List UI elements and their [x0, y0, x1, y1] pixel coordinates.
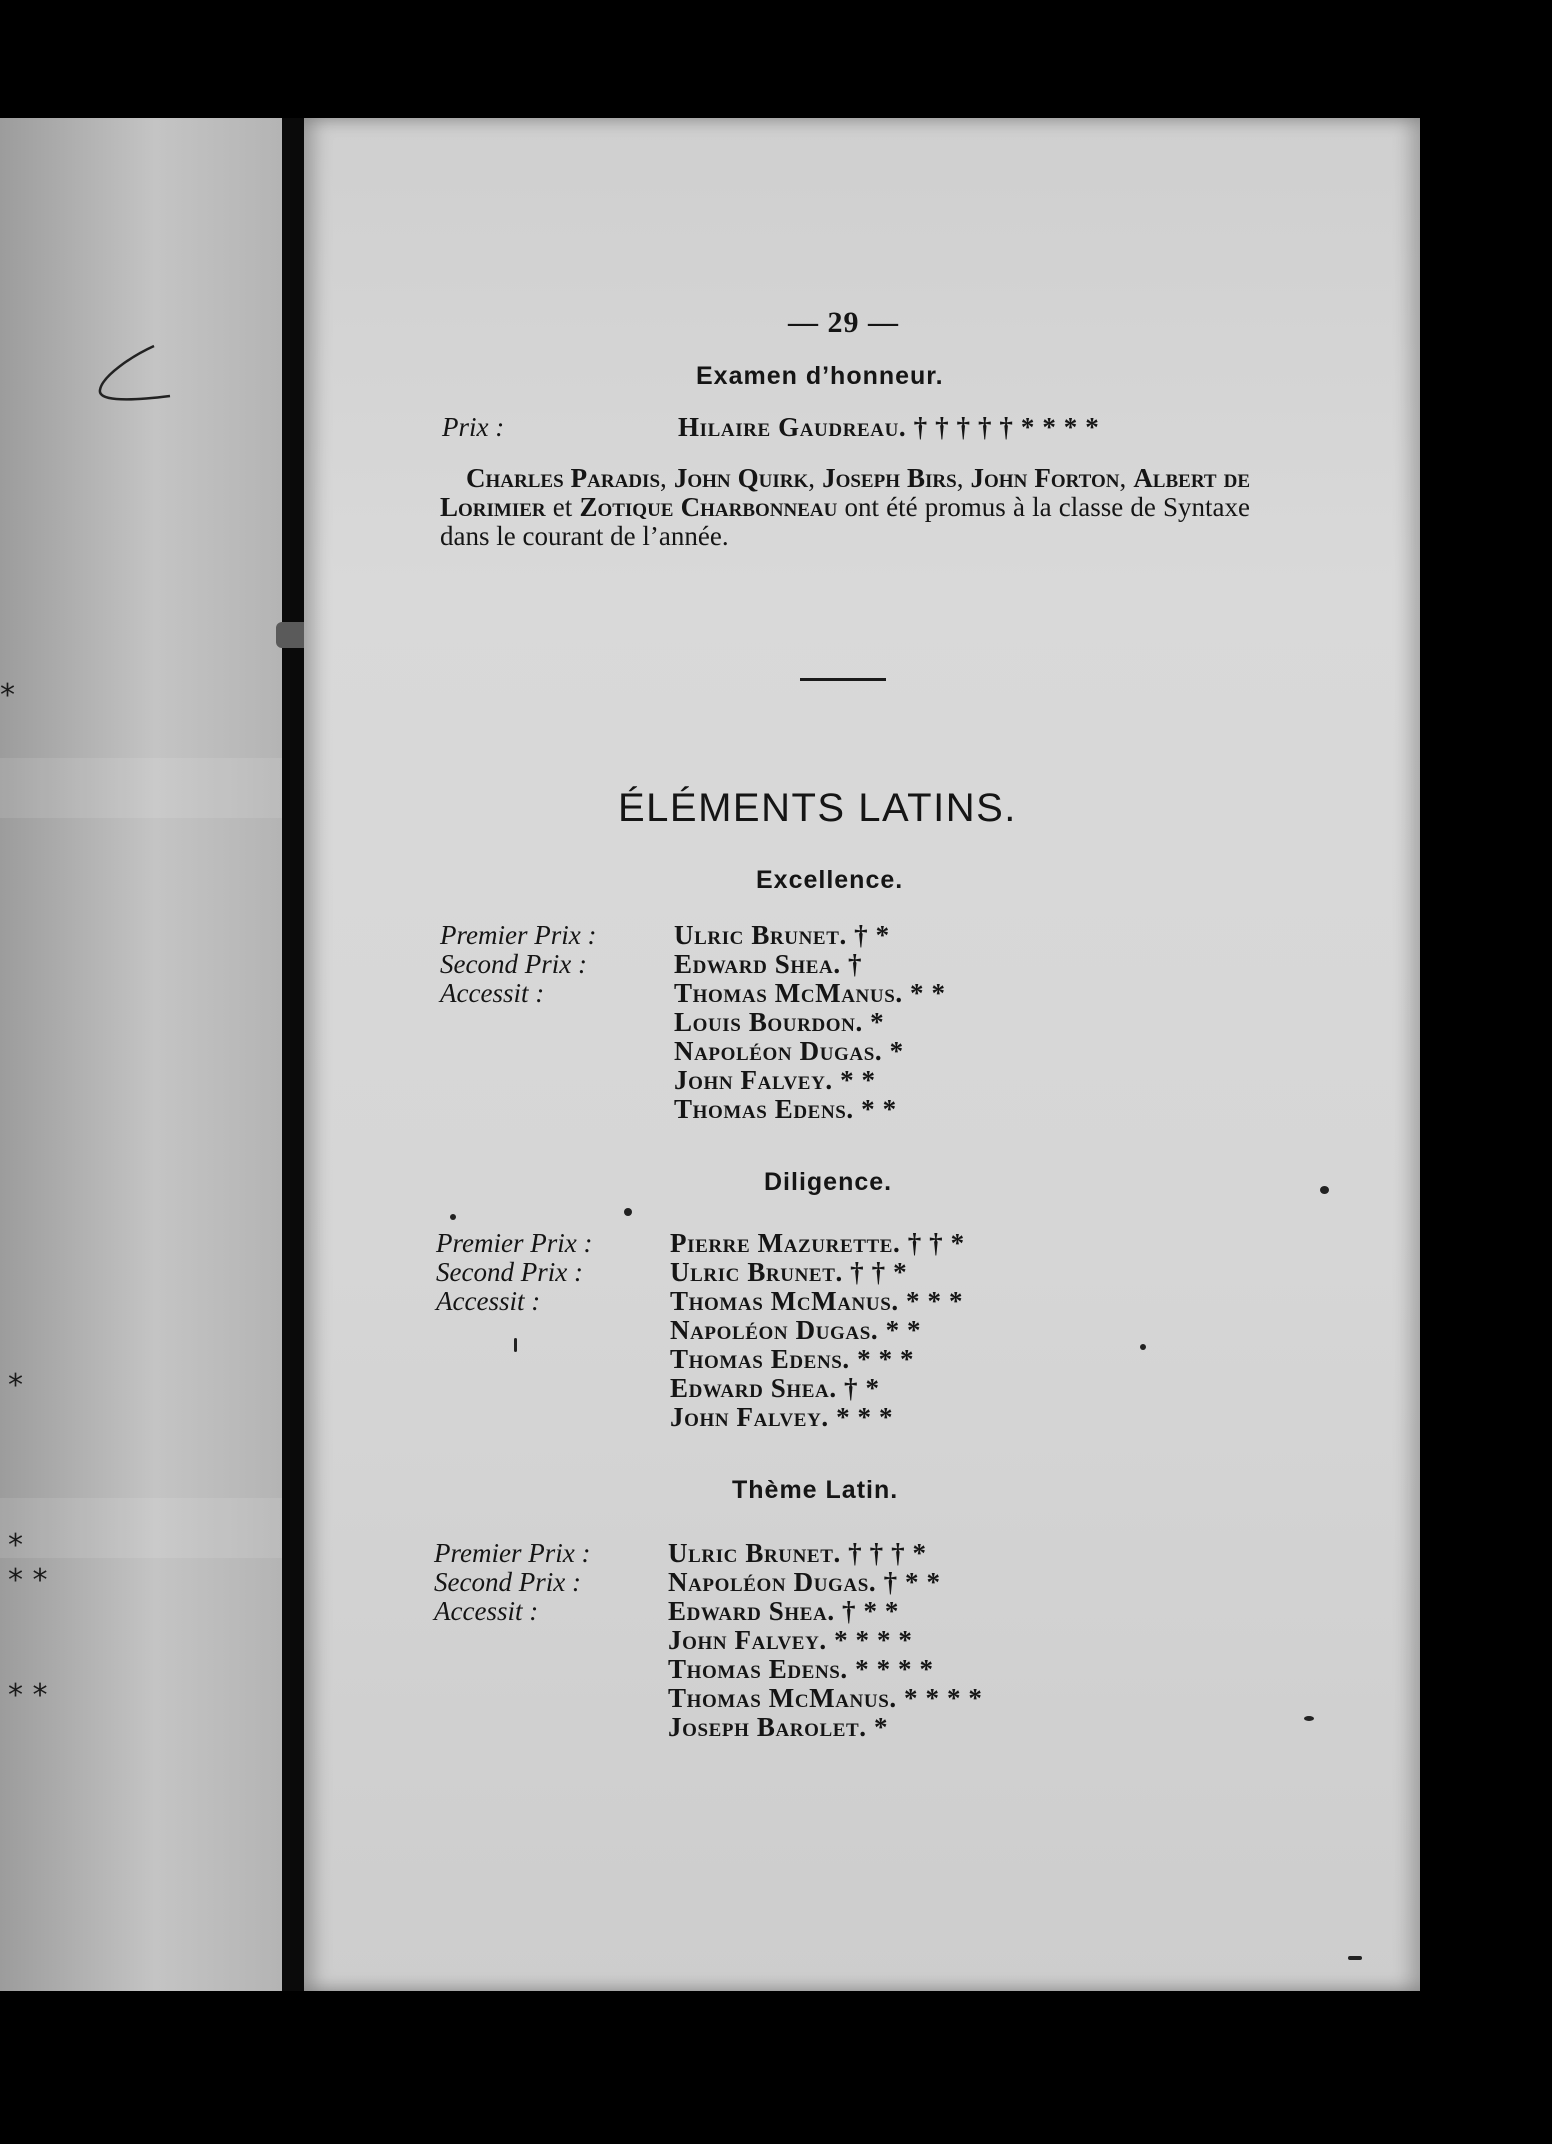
award-label: Accessit : [436, 1286, 541, 1316]
student-entry: Thomas Edens. * * * [670, 1344, 915, 1374]
student-entry: Napoléon Dugas. † * * [668, 1567, 941, 1597]
paragraph-tail: ont été promus à la classe de Syntaxe dans le courant de l’année. [440, 492, 1250, 551]
section-title: ÉLÉMENTS LATINS. [618, 786, 1017, 830]
student-entry: Ulric Brunet. † † † * [668, 1538, 927, 1568]
prix-winner: Hilaire Gaudreau. † † † † † * * * * [678, 412, 1100, 442]
promotion-paragraph: Charles Paradis, John Quirk, Joseph Birs, John Forton, Albert de Lorimier et Zotique Charbonneau ont été promus à la classe de Syntaxe dans le courant de l’année. [440, 463, 1250, 551]
award-label: Second Prix : [440, 949, 587, 979]
student-entry: Edward Shea. † [674, 949, 863, 979]
award-label: Second Prix : [436, 1257, 583, 1287]
student-entry: John Falvey. * * [674, 1065, 876, 1095]
student-entry: Thomas Edens. * * [674, 1094, 897, 1124]
left-facing-page [0, 118, 282, 1991]
scan-speck [514, 1338, 517, 1352]
student-entry: Napoléon Dugas. * [674, 1036, 904, 1066]
diligence-heading: Diligence. [764, 1168, 893, 1196]
page-shading [0, 1498, 282, 1558]
student-entry: John Falvey. * * * [670, 1402, 894, 1432]
student-name: Albert de Lorimier [440, 463, 1250, 522]
student-entry: John Falvey. * * * * [668, 1625, 913, 1655]
left-mark: * [8, 1368, 23, 1403]
left-mark: * [0, 678, 15, 713]
book-gutter [282, 118, 304, 1991]
excellence-heading: Excellence. [756, 866, 904, 894]
student-entry: Thomas McManus. * * * [670, 1286, 964, 1316]
pen-scribble [92, 338, 202, 408]
student-entry: Edward Shea. † * * [668, 1596, 900, 1626]
section-divider [800, 678, 886, 681]
left-mark: * * [8, 1563, 48, 1598]
student-entry: Edward Shea. † * [670, 1373, 880, 1403]
award-label: Premier Prix : [434, 1538, 591, 1568]
student-name: Joseph Birs [822, 463, 957, 493]
student-entry: Thomas McManus. * * [674, 978, 946, 1008]
award-label: Accessit : [440, 978, 545, 1008]
award-label: Premier Prix : [440, 920, 597, 950]
student-name: John Forton [970, 463, 1120, 493]
scan-speck [624, 1208, 632, 1216]
scan-speck [1140, 1344, 1146, 1350]
student-name: Charles Paradis [466, 463, 661, 493]
student-entry: Pierre Mazurette. † † * [670, 1228, 965, 1258]
document-page [304, 118, 1420, 1991]
student-entry: Ulric Brunet. † † * [670, 1257, 908, 1287]
student-entry: Louis Bourdon. * [674, 1007, 885, 1037]
prix-label: Prix : [442, 412, 505, 442]
student-entry: Thomas Edens. * * * * [668, 1654, 934, 1684]
student-entry: Napoléon Dugas. * * [670, 1315, 922, 1345]
student-entry: Joseph Barolet. * [668, 1712, 889, 1742]
award-label: Second Prix : [434, 1567, 581, 1597]
scan-speck [1320, 1186, 1329, 1194]
award-label: Premier Prix : [436, 1228, 593, 1258]
page-number: — 29 — [788, 306, 899, 339]
student-entry: Thomas McManus. * * * * [668, 1683, 983, 1713]
scan-speck [1304, 1716, 1314, 1721]
examen-heading: Examen d’honneur. [696, 362, 944, 390]
student-entry: Ulric Brunet. † * [674, 920, 890, 950]
left-mark: * * [8, 1678, 48, 1713]
student-name: John Quirk [673, 463, 809, 493]
conjunction: et [552, 492, 573, 522]
scan-speck [450, 1214, 456, 1220]
theme-latin-heading: Thème Latin. [732, 1476, 899, 1504]
left-mark: * [8, 1528, 23, 1563]
page-shading [0, 758, 282, 818]
student-name: Zotique Charbonneau [579, 492, 838, 522]
award-label: Accessit : [434, 1596, 539, 1626]
scan-speck [1348, 1956, 1362, 1960]
